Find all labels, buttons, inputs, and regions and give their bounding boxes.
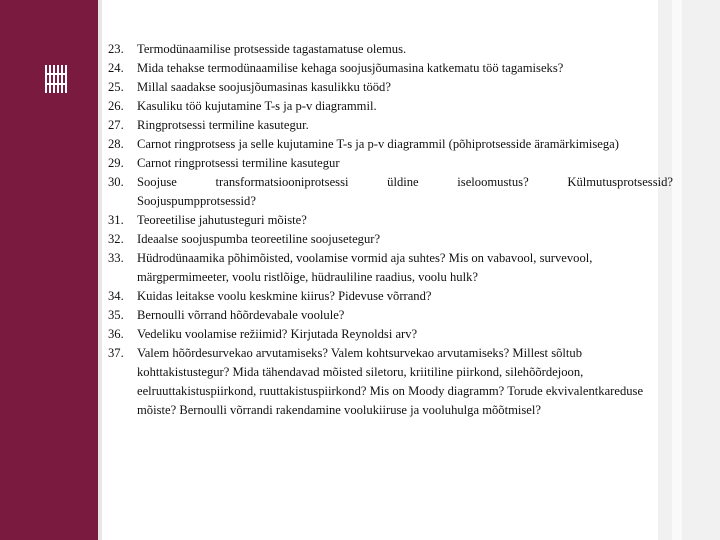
item-text: Teoreetilise jahutusteguri mõiste? <box>137 213 307 227</box>
item-number: 35. <box>108 308 124 322</box>
list-item <box>108 59 673 78</box>
question-list <box>108 40 673 420</box>
item-number: 30. <box>108 175 124 189</box>
item-number: 36. <box>108 327 124 341</box>
item-number: 31. <box>108 213 124 227</box>
item-text: Carnot ringprotsessi termiline kasutegur <box>137 156 340 170</box>
list-item <box>108 306 673 325</box>
item-text: Millal saadakse soojusjõumasinas kasulikku tööd? <box>137 80 391 94</box>
list-item <box>108 211 673 230</box>
item-text: Bernoulli võrrand hõõrdevabale voolule? <box>137 308 345 322</box>
item-text: Ringprotsessi termiline kasutegur. <box>137 118 309 132</box>
item-number: 24. <box>108 61 124 75</box>
university-logo-icon <box>45 65 67 93</box>
item-number: 26. <box>108 99 124 113</box>
list-item <box>108 40 673 59</box>
item-text: Ideaalse soojuspumba teoreetiline soojusetegur? <box>137 232 381 246</box>
item-text: Mida tehakse termodünaamilise kehaga soojusjõumasina katkematu töö tagamiseks? <box>137 61 564 75</box>
item-text: Hüdrodünaamika põhimõisted, voolamise vormid aja suhtes? Mis on vabavool, survevool, märgpermimeeter, voolu ristlõige, hüdrauliline raadius, voolu hulk? <box>137 251 593 284</box>
sidebar-band <box>0 0 98 540</box>
item-number: 34. <box>108 289 124 303</box>
list-item <box>108 97 673 116</box>
list-item <box>108 287 673 306</box>
item-text: Termodünaamilise protsesside tagastamatuse olemus. <box>137 42 407 56</box>
sidebar-divider <box>98 0 102 540</box>
item-number: 23. <box>108 42 124 56</box>
question-list-container <box>108 40 673 420</box>
list-item <box>108 173 673 211</box>
item-text-continuation: Soojuspumpprotsessid? <box>137 194 256 208</box>
item-text: Kuidas leitakse voolu keskmine kiirus? Pidevuse võrrand? <box>137 289 432 303</box>
item-number: 29. <box>108 156 124 170</box>
list-item <box>108 116 673 135</box>
item-text: Valem hõõrdesurvekao arvutamiseks? Valem kohtsurvekao arvutamiseks? Millest sõltub kohttakistustegur? Mida tähendavad mõisted siletoru, kriitiline piirkond, silehõõrdejoon, eelruuttakistuspiirkond, ruuttakistuspiirkond? Mis on Moody diagramm? Torude ekvivalentkareduse mõiste? Bernoulli võrrandi rakendamine voolukiiruse ja vooluhulga mõõtmisel? <box>137 346 644 417</box>
item-text: Kasuliku töö kujutamine T-s ja p-v diagrammil. <box>137 99 377 113</box>
item-text: Soojuse transformatsiooniprotsessi üldine iseloomustus? Külmutusprotsessid? <box>137 175 673 189</box>
list-item <box>108 78 673 97</box>
list-item <box>108 325 673 344</box>
list-item <box>108 249 673 287</box>
list-item <box>108 344 673 420</box>
item-number: 33. <box>108 251 124 265</box>
item-number: 25. <box>108 80 124 94</box>
item-number: 32. <box>108 232 124 246</box>
list-item <box>108 230 673 249</box>
item-number: 27. <box>108 118 124 132</box>
item-number: 37. <box>108 346 124 360</box>
list-item <box>108 135 673 154</box>
list-item <box>108 154 673 173</box>
item-text: Carnot ringprotsess ja selle kujutamine T-s ja p-v diagrammil (põhiprotsesside äramärkimisega) <box>137 137 619 151</box>
item-number: 28. <box>108 137 124 151</box>
item-text: Vedeliku voolamise režiimid? Kirjutada Reynoldsi arv? <box>137 327 418 341</box>
